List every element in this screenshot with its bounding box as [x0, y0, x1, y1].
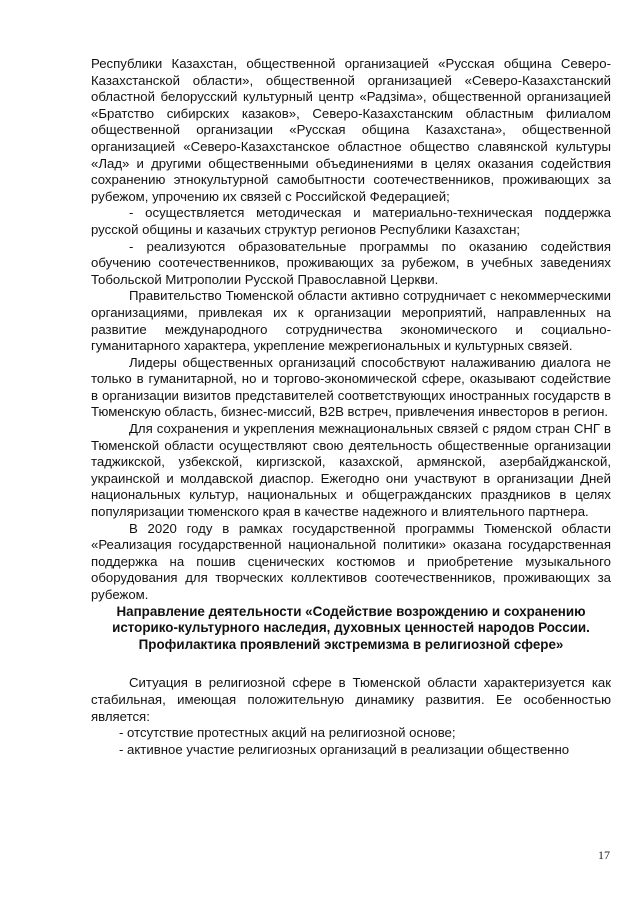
paragraph-2: - осуществляется методическая и материально-техническая поддержка русской общины и казачьих структур регионов Республики Казахстан;: [91, 205, 611, 237]
list-item-2: - активное участие религиозных организаций в реализации общественно: [119, 741, 570, 757]
paragraph-5: Лидеры общественных организаций способствуют налаживанию диалога не только в гуманитарной, но и торгово-экономической сфере, оказывают содействие в организации визитов представителей соответствующих иностранных государств в Тюменскую область, бизнес-миссий, B2B встреч, привлечения инвесторов в регион.: [91, 354, 611, 420]
paragraph-6: Для сохранения и укрепления межнациональных связей с рядом стран СНГ в Тюменской области осуществляют свою деятельность общественные организации таджикской, узбекской, киргизской, казахской, армянской, азербайджанской, украинской и молдавской диаспор. Ежегодно они участвуют в организации Дней национальных культур, национальных и общегражданских праздников в целях популяризации тюменского края в качестве надежного и влиятельного партнера.: [91, 421, 611, 520]
paragraph-4: Правительство Тюменской области активно сотрудничает с некоммерческими организациями, привлекая их к организации мероприятий, направленных на развитие международного сотрудничества экономического и социально-гуманитарного характера, укрепление межрегиональных и культурных связей.: [91, 288, 611, 354]
section-heading: Направление деятельности «Содействие возрождению и сохранению историко-культурного наследия, духовных ценностей народов России. Профилактика проявлений экстремизма в религиозной сфере»: [112, 603, 590, 652]
page-number: 17: [598, 848, 610, 862]
paragraph-3: - реализуются образовательные программы по оказанию содействия обучению соотечественников, проживающих за рубежом, в учебных заведениях Тобольской Митрополии Русской Православной Церкви.: [91, 238, 611, 287]
list-item-1: - отсутствие протестных акций на религиозной основе;: [119, 725, 456, 741]
body-text: [91, 56, 611, 758]
paragraph-7: В 2020 году в рамках государственной программы Тюменской области «Реализация государственной национальной политики» оказана государственная поддержка на пошив сценических костюмов и приобретение музыкального оборудования для творческих коллективов соотечественников, проживающих за рубежом.: [91, 520, 611, 602]
paragraph-8: Ситуация в религиозной сфере в Тюменской области характеризуется как стабильная, имеющая положительную динамику развития. Ее особенностью является:: [91, 675, 611, 724]
spacer: [91, 653, 611, 675]
paragraph-1: Республики Казахстан, общественной организацией «Русская община Северо-Казахстанской области», общественной организацией «Северо-Казахстанский областной белорусский культурный центр «Радзiма», общественной организацией «Братство сибирских казаков», Северо-Казахстанским областным филиалом общественной организации «Русская община Казахстана», общественной организацией «Северо-Казахстанское областное общество славянской культуры «Лад» и другими общественными объединениями в целях оказания содействия сохранению этнокультурной самобытности соотечественников, проживающих за рубежом, упрочению их связей с Российской Федерацией;: [91, 56, 611, 204]
